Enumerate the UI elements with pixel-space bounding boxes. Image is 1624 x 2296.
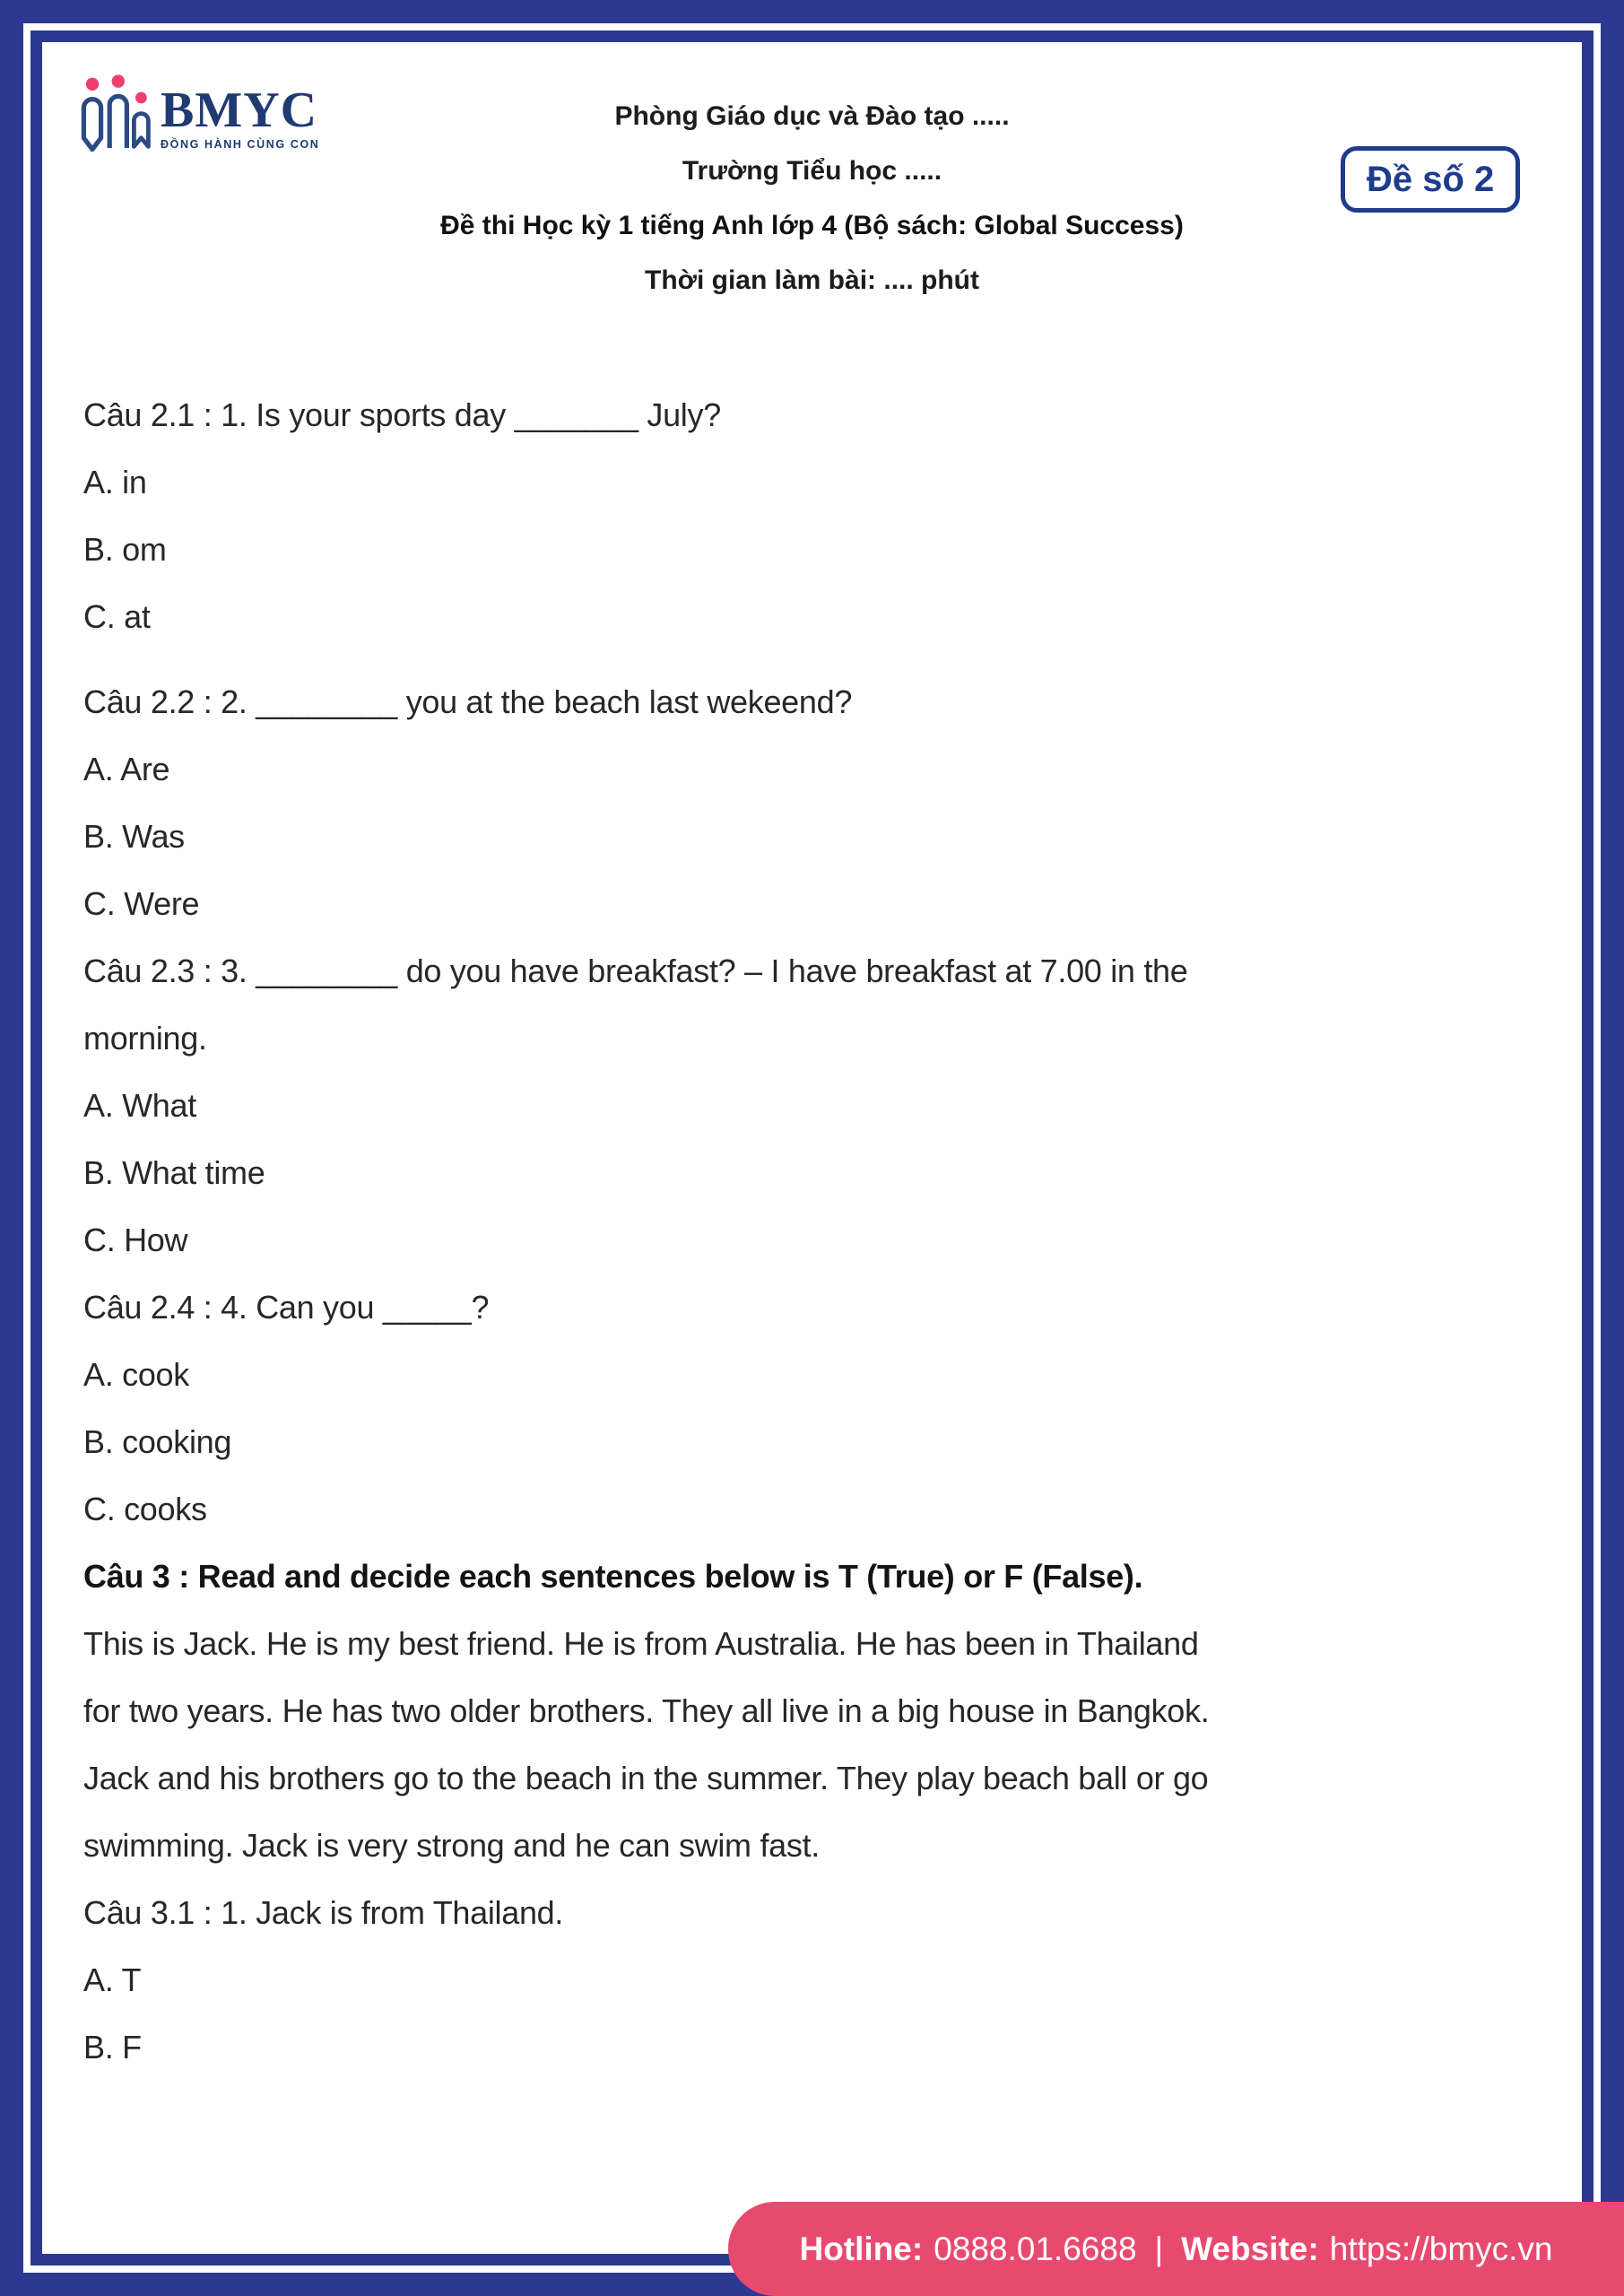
hotline-number: 0888.01.6688: [934, 2230, 1137, 2267]
question-2-1-option-c: C. at: [83, 598, 151, 635]
question-2-1-title: Câu 2.1 : 1. Is your sports day _______ July?: [83, 396, 721, 433]
question-2-2-option-c: C. Were: [83, 885, 200, 922]
footer-separator: |: [1154, 2230, 1164, 2267]
question-2-3: [83, 937, 1527, 1274]
question-2-1-option-b: B. om: [83, 531, 167, 568]
question-2-4: [83, 1274, 1527, 1543]
logo-tagline: ĐỒNG HÀNH CÙNG CON: [161, 138, 320, 151]
website-label: Website:: [1181, 2230, 1319, 2267]
logo-wordmark: BMYC: [161, 83, 318, 138]
question-3-1: [83, 1879, 1527, 2081]
header-school: Trường Tiểu học .....: [682, 156, 942, 186]
exam-number-badge: Đề số 2: [1341, 146, 1520, 213]
question-2-4-option-a: A. cook: [83, 1356, 189, 1393]
passage-line-1: This is Jack. He is my best friend. He is from Australia. He has been in Thailand: [83, 1625, 1199, 1662]
page-frame: [30, 30, 1594, 2266]
page-content: [42, 42, 1582, 2254]
question-2-1: [83, 381, 1527, 650]
question-3-1-title: Câu 3.1 : 1. Jack is from Thailand.: [83, 1894, 564, 1931]
question-2-3-title-line-1: Câu 2.3 : 3. ________ do you have breakfast? – I have breakfast at 7.00 in the: [83, 952, 1188, 989]
question-2-3-option-c: C. How: [83, 1222, 188, 1258]
question-2-3-title-line-2: morning.: [83, 1020, 207, 1057]
question-2-3-option-b: B. What time: [83, 1154, 265, 1191]
section-3: [83, 1543, 1527, 1879]
footer-banner: [728, 2202, 1624, 2296]
exam-body: [83, 381, 1527, 2081]
website-url: https://bmyc.vn: [1329, 2230, 1553, 2267]
header-duration: Thời gian làm bài: .... phút: [645, 265, 979, 295]
question-2-2-title: Câu 2.2 : 2. ________ you at the beach last wekeend?: [83, 683, 853, 720]
question-2-1-option-a: A. in: [83, 464, 147, 500]
question-2-4-option-b: B. cooking: [83, 1423, 232, 1460]
question-2-4-option-c: C. cooks: [83, 1491, 207, 1527]
hotline-label: Hotline:: [799, 2230, 924, 2267]
question-3-1-option-a: A. T: [83, 1961, 142, 1998]
question-2-4-title: Câu 2.4 : 4. Can you _____?: [83, 1289, 490, 1326]
question-2-2: [83, 668, 1527, 937]
header-exam-title: Đề thi Học kỳ 1 tiếng Anh lớp 4 (Bộ sách: Global Success): [440, 211, 1184, 240]
question-2-2-option-b: B. Was: [83, 818, 185, 855]
question-2-2-option-a: A. Are: [83, 751, 170, 787]
passage-line-4: swimming. Jack is very strong and he can swim fast.: [83, 1827, 820, 1864]
passage-line-2: for two years. He has two older brothers. They all live in a big house in Bangkok.: [83, 1692, 1210, 1729]
question-2-3-option-a: A. What: [83, 1087, 196, 1124]
passage-line-3: Jack and his brothers go to the beach in the summer. They play beach ball or go: [83, 1760, 1209, 1796]
question-3-1-option-b: B. F: [83, 2029, 142, 2066]
header-department: Phòng Giáo dục và Đào tạo .....: [614, 101, 1010, 131]
section-3-heading: Câu 3 : Read and decide each sentences below is T (True) or F (False).: [83, 1558, 1143, 1595]
